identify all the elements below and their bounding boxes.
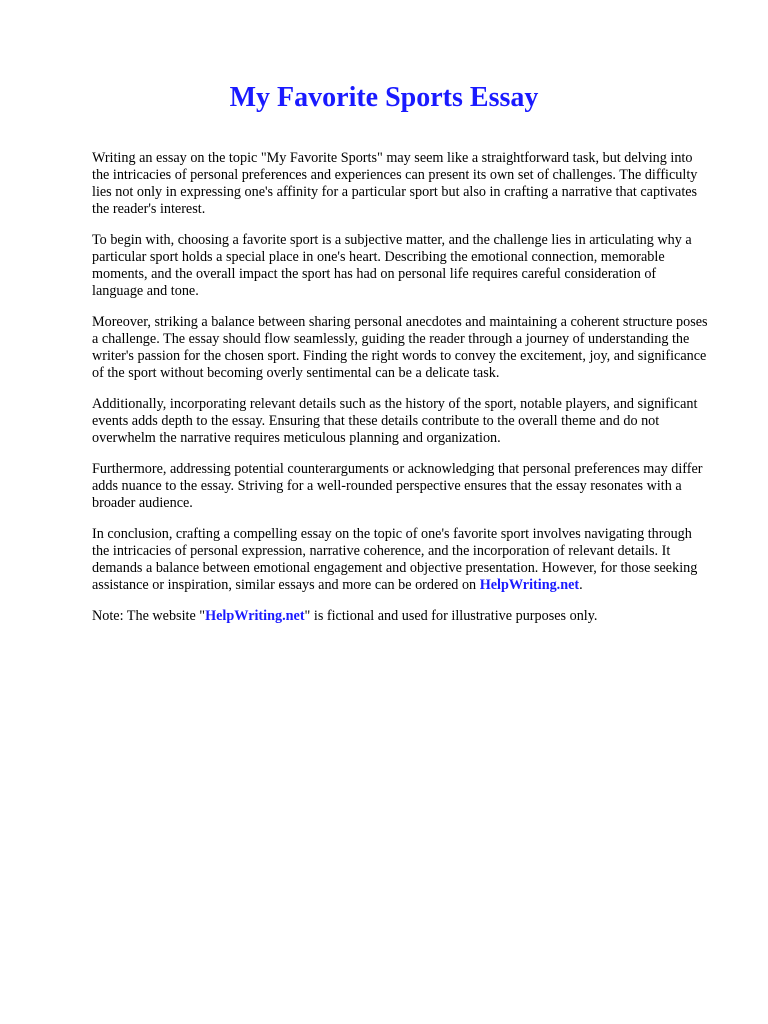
page-title: My Favorite Sports Essay xyxy=(229,82,539,113)
paragraph-counterarguments: Furthermore, addressing potential counterarguments or acknowledging that personal preferences may differ adds nuance to the essay. Striving for a well-rounded perspective ensures that the essay resonates with a broader audience. xyxy=(92,461,703,511)
paragraph-balance: Moreover, striking a balance between sharing personal anecdotes and maintaining a coherent structure poses a challenge. The essay should flow seamlessly, guiding the reader through a journey of understanding the writer's passion for the chosen sport. Finding the right words to convey the excitement, joy, and significance of the sport without becoming overly sentimental can be a delicate task. xyxy=(92,314,708,381)
helpwriting-link[interactable]: HelpWriting.net xyxy=(479,577,580,593)
paragraph-intro: Writing an essay on the topic "My Favorite Sports" may seem like a straightforward task, but delving into the intricacies of personal preferences and experiences can present its own set of challenges. The difficulty lies not only in expressing one's affinity for a particular sport but also in crafting a narrative that captivates the reader's interest. xyxy=(92,150,698,217)
conclusion-period: . xyxy=(579,577,583,593)
note-helpwriting-link[interactable]: HelpWriting.net xyxy=(205,608,305,624)
note-suffix: " is fictional and used for illustrative purposes only. xyxy=(304,608,598,624)
conclusion-text: In conclusion, crafting a compelling essay on the topic of one's favorite sport involves navigating through the intricacies of personal expression, narrative coherence, and the incorporation of relevant details. It demands a balance between emotional engagement and objective presentation. However, for those seeking assistance or inspiration, similar essays and more can be ordered on xyxy=(92,526,698,593)
paragraph-details: Additionally, incorporating relevant details such as the history of the sport, notable players, and significant events adds depth to the essay. Ensuring that these details contribute to the overall theme and do not overwhelm the narrative requires meticulous planning and organization. xyxy=(92,396,698,446)
note-prefix: Note: The website " xyxy=(92,608,206,624)
paragraph-note xyxy=(92,608,710,625)
paragraph-conclusion xyxy=(92,526,710,594)
paragraph-choosing: To begin with, choosing a favorite sport is a subjective matter, and the challenge lies in articulating why a particular sport holds a special place in one's heart. Describing the emotional connection, memorable moments, and the overall impact the sport has had on personal life requires careful consideration of language and tone. xyxy=(92,232,692,299)
